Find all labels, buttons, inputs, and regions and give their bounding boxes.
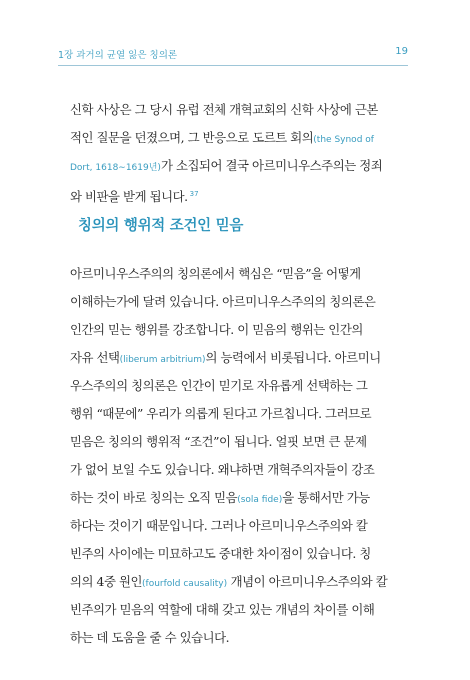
text-run: 자유 선택 (70, 350, 120, 365)
text-run: 믿음은 칭의의 행위적 “조건”이 됩니다. 얼핏 보면 큰 문제 (70, 434, 367, 449)
text-run: 적인 질문을 던졌으며, 그 반응으로 도르트 회의 (70, 130, 314, 145)
latin-term: (fourfold causality) (142, 579, 228, 589)
text-line (70, 124, 406, 152)
text-line (70, 428, 406, 456)
text-run: 아르미니우스주의의 칭의론에서 핵심은 “믿음”을 어떻게 (70, 266, 361, 281)
paragraph-2 (70, 260, 406, 652)
text-run: 의 능력에서 비롯됩니다. 아르미니 (205, 350, 381, 365)
text-line (70, 512, 406, 540)
text-line (70, 180, 406, 208)
page-number: 19 (395, 46, 408, 57)
footnote-marker: 37 (189, 190, 199, 198)
text-line (70, 400, 406, 428)
text-line (70, 152, 406, 180)
running-head: 1장 과거의 균열 잃은 칭의론 (58, 50, 178, 61)
text-line (70, 568, 406, 596)
paragraph-1 (70, 96, 406, 208)
text-line (70, 344, 406, 372)
text-line (70, 484, 406, 512)
text-run: 우스주의의 칭의론은 인간이 믿기로 자유롭게 선택하는 그 (70, 378, 368, 393)
text-run: 와 비판을 받게 됩니다. (70, 189, 188, 205)
text-line (70, 456, 406, 484)
text-line (70, 288, 406, 316)
text-run: 가 없어 보일 수도 있습니다. 왜냐하면 개혁주의자들이 강조 (70, 462, 375, 477)
text-line (70, 96, 406, 124)
text-run: 개념이 아르미니우스주의와 칼 (227, 574, 388, 589)
text-line (70, 372, 406, 400)
text-run: 행위 “때문에” 우리가 의롭게 된다고 가르칩니다. 그러므로 (70, 406, 372, 421)
text-run: 의의 4중 원인 (70, 574, 143, 589)
running-header (58, 45, 408, 66)
text-line (70, 624, 406, 652)
latin-term: (liberum arbitrium) (119, 355, 206, 365)
text-run: 하는 데 도움을 줄 수 있습니다. (70, 630, 230, 645)
text-run: 빈주의 사이에는 미묘하고도 중대한 차이점이 있습니다. 칭 (70, 546, 371, 561)
text-line (70, 316, 406, 344)
text-run: 가 소집되어 결국 아르미니우스주의는 정죄 (160, 158, 383, 173)
text-run: 신학 사상은 그 당시 유럽 전체 개혁교회의 신학 사상에 근본 (70, 102, 378, 117)
latin-term: (sola fide) (237, 495, 283, 505)
latin-term: (the Synod of (313, 135, 374, 145)
text-line (70, 260, 406, 288)
text-run: 하는 것이 바로 칭의는 오직 믿음 (70, 490, 238, 505)
latin-term: Dort, 1618∼1619년) (70, 163, 161, 173)
text-line (70, 540, 406, 568)
text-run: 이해하는가에 달려 있습니다. 아르미니우스주의의 칭의론은 (70, 294, 376, 309)
text-run: 인간의 믿는 행위를 강조합니다. 이 믿음의 행위는 인간의 (70, 322, 363, 337)
text-run: 을 통해서만 가능 (282, 490, 370, 505)
text-line (70, 596, 406, 624)
text-run: 하다는 것이기 때문입니다. 그러나 아르미니우스주의와 칼 (70, 518, 368, 533)
text-run: 빈주의가 믿음의 역할에 대해 갖고 있는 개념의 차이를 이해 (70, 602, 375, 617)
section-heading: 칭의의 행위적 조건인 믿음 (78, 218, 244, 234)
